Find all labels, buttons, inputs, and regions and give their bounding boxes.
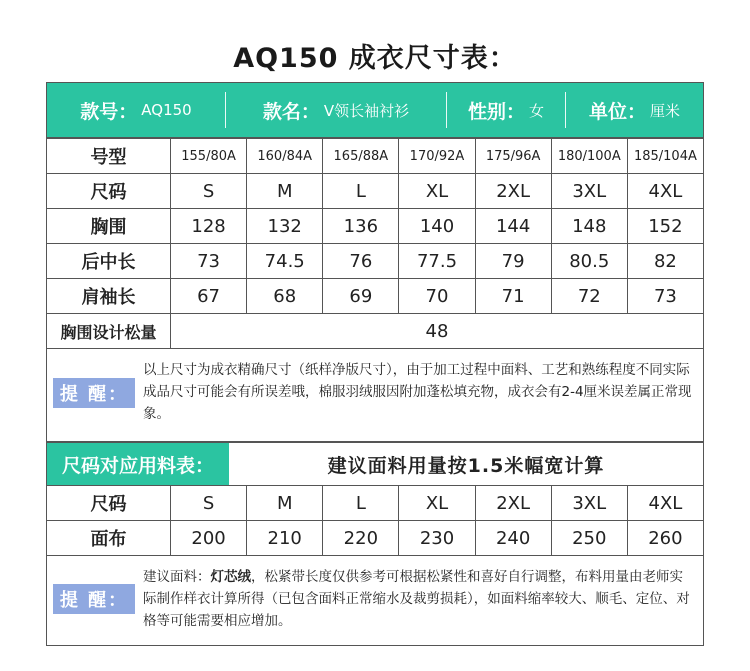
row-label-chest: 胸围 (47, 209, 171, 244)
back-length-cell: 73 (171, 244, 247, 279)
back-length-cell: 82 (627, 244, 703, 279)
model-cell: 185/104A (627, 139, 703, 174)
page-title: AQ150 成衣尺寸表： (233, 43, 517, 74)
sleeve-cell: 73 (627, 279, 703, 314)
fabric-cell: 220 (323, 521, 399, 556)
sleeve-cell: 71 (475, 279, 551, 314)
chest-cell: 140 (399, 209, 475, 244)
size-cell: L (323, 486, 399, 521)
chest-cell: 128 (171, 209, 247, 244)
usage-description: 建议面料用量按1.5米幅宽计算 (327, 454, 605, 477)
unit-label: 单位： (588, 100, 646, 123)
row-label-back-length: 后中长 (47, 244, 171, 279)
sleeve-cell: 70 (399, 279, 475, 314)
model-cell: 155/80A (171, 139, 247, 174)
style-name-label: 款名： (262, 100, 320, 123)
back-length-cell: 76 (323, 244, 399, 279)
reminder-box (46, 342, 704, 442)
size-cell: M (247, 486, 323, 521)
style-no-label: 款号： (80, 100, 138, 123)
row-label-size: 尺码 (47, 174, 171, 209)
style-no-value: AQ150 (141, 101, 192, 119)
fabric-cell: 260 (627, 521, 703, 556)
chest-cell: 136 (323, 209, 399, 244)
style-no (47, 83, 225, 137)
table-row (47, 209, 704, 244)
size-table (46, 138, 704, 349)
size-cell: XL (399, 174, 475, 209)
gender-label: 性别： (467, 100, 525, 123)
fabric-cell: 200 (171, 521, 247, 556)
row-label-sleeve: 肩袖长 (47, 279, 171, 314)
model-cell: 175/96A (475, 139, 551, 174)
size-cell: S (171, 486, 247, 521)
size-cell: 3XL (551, 174, 627, 209)
table-row (47, 486, 704, 521)
reminder-text-2 (143, 566, 695, 632)
row-label-ease: 胸围设计松量 (47, 314, 171, 349)
fabric-note: ，松紧带长度仅供参考可根据松紧性和喜好自行调整，布料用量由老师实际制作样衣计算所得（已包含面料正常缩水及裁剪损耗），如面料缩率较大、顺毛、定位、对格等可能需要相应增加。 (143, 569, 690, 629)
usage-table (46, 485, 704, 556)
recommended-fabric: 灯芯绒 (210, 569, 251, 585)
back-length-cell: 77.5 (399, 244, 475, 279)
model-cell: 180/100A (551, 139, 627, 174)
size-cell: M (247, 174, 323, 209)
chest-cell: 144 (475, 209, 551, 244)
reminder-box-2 (46, 553, 704, 646)
size-cell: 2XL (475, 486, 551, 521)
back-length-cell: 79 (475, 244, 551, 279)
chest-cell: 132 (247, 209, 323, 244)
table-row (47, 174, 704, 209)
gender-value: 女 (529, 101, 545, 120)
reminder-text: 以上尺寸为成衣精确尺寸（纸样净版尺寸），由于加工过程中面料、工艺和熟练程度不同实际成品尺寸可能会有所误差哦，棉服羽绒服因附加蓬松填充物，成衣会有2-4厘米误差属正常现象。 (143, 362, 692, 422)
table-row (47, 279, 704, 314)
back-length-cell: 74.5 (247, 244, 323, 279)
divider (446, 92, 447, 128)
gender (447, 83, 565, 137)
model-cell: 160/84A (247, 139, 323, 174)
usage-label: 尺码对应用料表： (47, 443, 229, 485)
unit-value: 厘米 (650, 101, 681, 120)
style-name-value: V领长袖衬衫 (323, 101, 410, 120)
header-banner (46, 82, 704, 138)
size-cell: 2XL (475, 174, 551, 209)
reminder-tag: 提 醒： (53, 584, 135, 614)
style-name (226, 83, 446, 137)
size-cell: XL (399, 486, 475, 521)
model-cell: 165/88A (323, 139, 399, 174)
size-cell: 4XL (627, 486, 703, 521)
size-cell: S (171, 174, 247, 209)
row-label-model: 号型 (47, 139, 171, 174)
row-label-fabric: 面布 (47, 521, 171, 556)
usage-header (46, 442, 704, 486)
sleeve-cell: 69 (323, 279, 399, 314)
table-row (47, 521, 704, 556)
fabric-cell: 210 (247, 521, 323, 556)
size-cell: 3XL (551, 486, 627, 521)
sleeve-cell: 68 (247, 279, 323, 314)
model-cell: 170/92A (399, 139, 475, 174)
ease-cell: 48 (171, 314, 704, 349)
fabric-cell: 230 (399, 521, 475, 556)
fabric-cell: 240 (475, 521, 551, 556)
row-label-size: 尺码 (47, 486, 171, 521)
back-length-cell: 80.5 (551, 244, 627, 279)
table-row (47, 139, 704, 174)
unit (566, 83, 703, 137)
divider (225, 92, 226, 128)
fabric-cell: 250 (551, 521, 627, 556)
sleeve-cell: 67 (171, 279, 247, 314)
reminder-tag: 提 醒： (53, 378, 135, 408)
chest-cell: 148 (551, 209, 627, 244)
table-row (47, 244, 704, 279)
size-cell: 4XL (627, 174, 703, 209)
fabric-prefix: 建议面料： (143, 569, 211, 585)
divider (565, 92, 566, 128)
chest-cell: 152 (627, 209, 703, 244)
sleeve-cell: 72 (551, 279, 627, 314)
size-cell: L (323, 174, 399, 209)
